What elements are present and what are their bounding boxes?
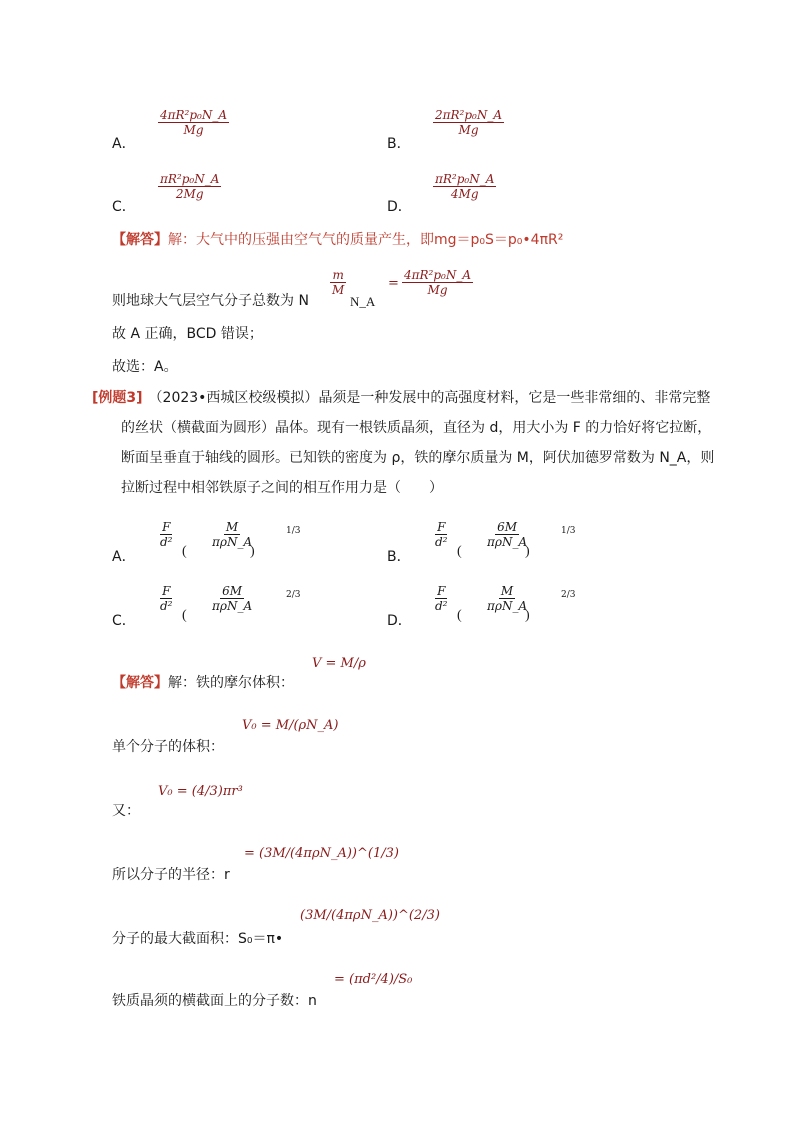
q3-step5	[112, 902, 492, 948]
answer-label: 【解答】	[112, 675, 168, 691]
mass-fraction: 6M πρN_A	[212, 584, 253, 613]
answer-text: 分子的最大截面积：S₀＝π•	[112, 931, 284, 947]
open-paren: (	[457, 608, 462, 623]
option-letter: B．	[387, 549, 411, 565]
q3-stem-line4: 拉断过程中相邻铁原子之间的相互作用力是（ ）	[121, 480, 443, 496]
q3-stem-line2: 的丝状（横截面为圆形）晶体。现有一根铁质晶须，直径为 d，用大小为 F 的力恰好将它拉断，	[121, 420, 712, 436]
answer-text: 则地球大气层空气分子总数为 N	[112, 293, 309, 309]
exponent: 2/3	[561, 590, 576, 600]
force-fraction: $\frac{F}{\text{d²}}$	[435, 520, 448, 549]
question-text: 晶须是一种发展中的高强度材料，它是一些非常细的、非常完整	[318, 390, 711, 406]
q3-option-b[interactable]	[387, 518, 627, 564]
q2-answer-line3: 故 A 正确，BCD 错误；	[112, 326, 263, 342]
close-paren: )	[525, 544, 530, 559]
force-fraction: $\frac{F}{\text{d²}}$	[435, 584, 448, 613]
molar-volume-equation: V = M/ρ	[312, 656, 366, 671]
q3-option-d[interactable]	[387, 582, 627, 628]
answer-text: 解：大气中的压强由空气气的质量产生，即mg＝p₀S＝p₀•4πR²	[168, 232, 564, 248]
option-letter: D．	[387, 613, 412, 629]
result-formula: $\frac{\text{4πR²p₀N\_A}}{Mg}$	[404, 268, 472, 297]
answer-text: 铁质晶须的横截面上的分子数：n	[112, 993, 317, 1009]
q2-answer-line1	[112, 229, 563, 249]
open-paren: (	[182, 544, 187, 559]
q3-stem-line3: 断面呈垂直于轴线的圆形。已知铁的密度为 ρ，铁的摩尔质量为 M，阿伏加德罗常数为 N_A，则	[121, 450, 715, 466]
exponent: 1/3	[286, 526, 301, 536]
option-formula: $\frac{\text{πR²p₀N\_A}}{2Mg}$	[160, 172, 220, 201]
option-letter: A．	[112, 136, 136, 152]
mass-fraction: M πρN_A	[487, 584, 528, 613]
molecule-count-equation: = (πd²/4)/S₀	[334, 972, 413, 987]
mass-fraction: 6M πρN_A	[487, 520, 528, 549]
q3-option-a[interactable]	[112, 518, 352, 564]
avogadro-symbol: N_A	[350, 294, 376, 309]
answer-text: 又：	[112, 803, 140, 819]
q2-answer-line4: 故选：A。	[112, 359, 178, 375]
close-paren: )	[250, 544, 255, 559]
force-fraction: $\frac{F}{\text{d²}}$	[160, 584, 173, 613]
q3-step1	[112, 648, 432, 690]
question-source: （2023•西城区校级模拟）	[148, 390, 319, 406]
mass-ratio-formula: $\frac{m}{M}$	[332, 268, 345, 297]
exponent: 1/3	[561, 526, 576, 536]
option-letter: D．	[387, 199, 412, 215]
close-paren: )	[525, 608, 530, 623]
q3-step3	[112, 778, 432, 820]
answer-text: 单个分子的体积：	[112, 739, 224, 755]
sphere-volume-equation: V₀ = (4/3)πr³	[158, 784, 243, 799]
q3-step4	[112, 840, 472, 886]
mass-fraction: M πρN_A	[212, 520, 253, 549]
exponent: 2/3	[286, 590, 301, 600]
option-formula: $\frac{\text{2πR²p₀N\_A}}{Mg}$	[435, 108, 503, 137]
molecule-volume-equation: V₀ = M/(ρN_A)	[242, 718, 339, 733]
open-paren: (	[457, 544, 462, 559]
equals-sign: =	[388, 276, 399, 291]
q3-step6	[112, 964, 512, 1010]
q2-answer-line2	[112, 266, 532, 312]
q3-stem-line1	[92, 383, 712, 413]
q3-option-c[interactable]	[112, 582, 352, 628]
option-letter: A．	[112, 549, 136, 565]
answer-text: 解：铁的摩尔体积：	[168, 675, 294, 691]
option-letter: B．	[387, 136, 411, 152]
answer-text: 所以分子的半径：r	[112, 867, 230, 883]
question-tag: [例题3]	[92, 390, 143, 406]
option-formula: $\frac{\text{πR²p₀N\_A}}{4Mg}$	[435, 172, 495, 201]
option-letter: C．	[112, 199, 136, 215]
open-paren: (	[182, 608, 187, 623]
q3-step2	[112, 712, 432, 754]
radius-equation: = (3M/(4πρN_A))^(1/3)	[244, 846, 399, 861]
option-formula: $\frac{\text{4πR²p₀N\_A}}{Mg}$	[160, 108, 228, 137]
cross-section-equation: (3M/(4πρN_A))^(2/3)	[300, 908, 440, 923]
option-letter: C．	[112, 613, 136, 629]
force-fraction: $\frac{F}{\text{d²}}$	[160, 520, 173, 549]
q3-stem	[92, 383, 715, 503]
answer-label: 【解答】	[112, 232, 168, 248]
